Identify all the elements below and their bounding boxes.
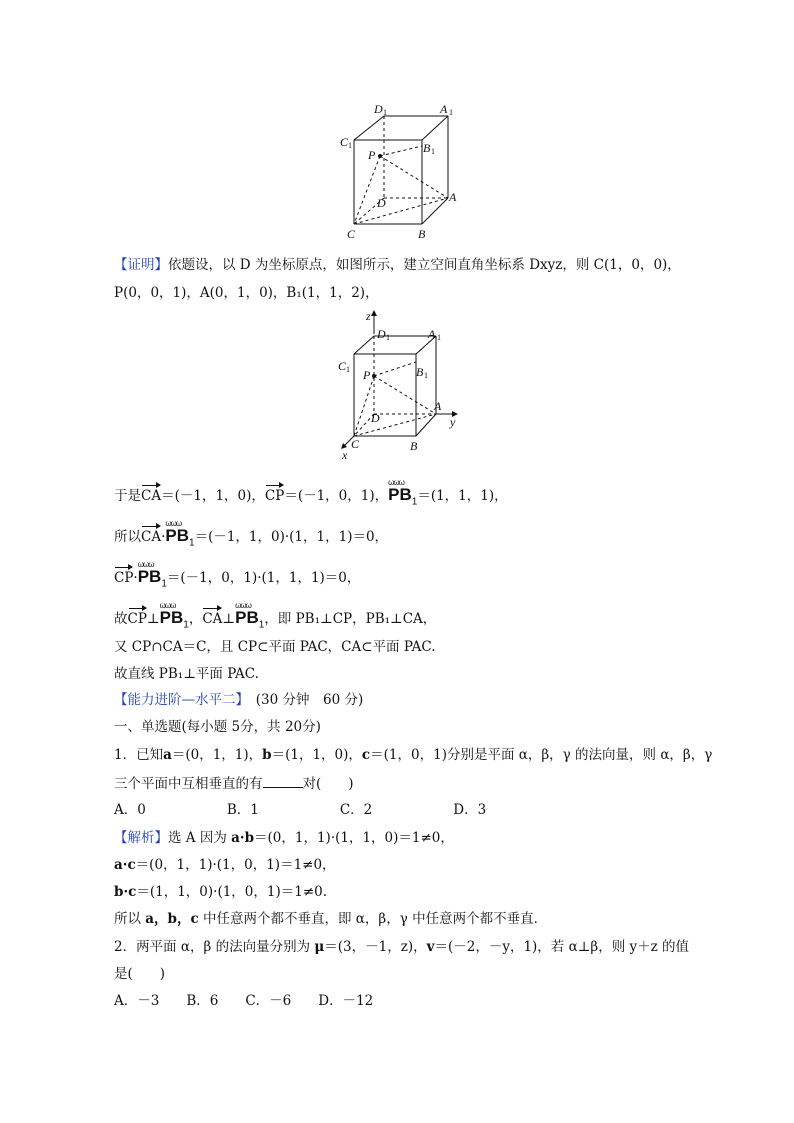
solution-line-4: 所以 a，b，c 中任意两个都不垂直，即 α，β，γ 中任意两个都不垂直． [114, 911, 548, 927]
label-b: B [418, 227, 426, 241]
axis-y-label: y [450, 415, 456, 429]
vector-line-4: 故CP⊥ ωωω $PB_1$，CA⊥ ωωω $PB_1$，即 PB₁⊥CP，PB₁⊥CA， [114, 605, 436, 634]
label-c: C [347, 227, 356, 241]
vector-pb1: ωωω $PB_1$ [137, 560, 167, 590]
solution-tag: 【解析】 [114, 830, 168, 846]
label2-a: A [434, 399, 442, 413]
vector-pb1: ωωω $PB_1$ [388, 478, 418, 508]
svg-text:1: 1 [437, 333, 441, 342]
label2-b: B [410, 439, 418, 453]
proof-tag: 【证明】 [114, 257, 168, 273]
vector-ca: CA [141, 529, 162, 545]
question-2-line-2: 是( ) [114, 966, 166, 982]
label2-a1: A [428, 327, 436, 341]
svg-text:1: 1 [348, 141, 352, 150]
part-heading: 一、单选题(每小题 5分，共 20分) [114, 719, 321, 735]
solution-line-3: b·c＝(1，1，0)·(1，0，1)＝1≠0. [114, 884, 328, 900]
svg-text:1: 1 [383, 108, 387, 117]
text-yushi: 于是 [114, 488, 141, 504]
label2-d1: D [377, 327, 386, 341]
label2-p: P [363, 368, 371, 382]
question-2-line-1: 2．两平面 α，β 的法向量分别为 μ＝(3，－1，z)，v＝(－2，－y，1)，若 α⊥β，则 y＋z 的值 [114, 939, 690, 955]
text-line-6: 故直线 PB₁⊥平面 PAC. [114, 666, 259, 682]
label-a: A [449, 190, 457, 204]
solution-line-2: a·c＝(0，1，1)·(1，0，1)＝1≠0， [114, 857, 336, 873]
cube-figure-1 [330, 98, 470, 246]
label-p: P [368, 148, 376, 162]
vector-ca: CA [202, 611, 223, 627]
svg-text:1: 1 [449, 108, 453, 117]
vector-ca: CA [141, 488, 162, 504]
label2-c: C [351, 437, 360, 451]
cube-figure-2 [330, 306, 470, 462]
proof-text-2: P(0，0，1)，A(0，1，0)，B₁(1，1，2)， [114, 285, 379, 301]
svg-text:1: 1 [386, 333, 390, 342]
text-suoyi: 所以 [114, 529, 141, 545]
question-1-options: A．0 B．1 C．2 D．3 [114, 802, 487, 818]
label2-c1: C [338, 359, 347, 373]
label-d1: D [374, 102, 383, 116]
pb1-value: ＝(1，1，1)， [417, 488, 508, 504]
svg-text:1: 1 [431, 147, 435, 156]
answer-blank [263, 773, 303, 788]
cp-value: ＝(－1，0，1)， [284, 488, 389, 504]
text-line-5: 又 CP∩CA＝C，且 CP⊂平面 PAC，CA⊂平面 PAC. [114, 639, 436, 655]
vector-pb1: ωωω $PB_1$ [165, 519, 195, 549]
axis-z-label: z [366, 309, 371, 323]
vector-pb1: ωωω $PB_1$ [159, 601, 189, 631]
section-tag: 【能力进阶—水平二】 [114, 692, 243, 708]
proof-line-2 [114, 284, 379, 302]
label2-b1: B [416, 365, 424, 379]
dot-product-1: ＝(－1，1，0)·(1，1，1)＝0， [194, 529, 389, 545]
svg-text:1: 1 [424, 371, 428, 380]
vector-cp: CP [127, 611, 147, 627]
question-2-options: A．－3 B．6 C．－6 D．－12 [114, 993, 374, 1009]
vector-line-2: 所以CA· ωωω $PB_1=(-1$，1，0)·(1，1，1)＝0， [114, 523, 388, 552]
question-1-line-2: 三个平面中互相垂直的有 对( ) [114, 773, 354, 793]
label2-d: D [371, 411, 380, 425]
label-a1: A [440, 102, 448, 116]
perp-conclusion: ，即 PB₁⊥CP，PB₁⊥CA， [264, 611, 437, 627]
label-c1: C [340, 135, 349, 149]
solution-line-1: 【解析】选 A 因为 a·b＝(0，1，1)·(1，1，0)＝1≠0， [114, 830, 454, 846]
question-1-line-1: 1．已知a＝(0，1，1)，b＝(1，1，0)，c＝(1，0，1)分别是平面 α，β，γ 的法向量，则 α，β，γ [114, 747, 713, 763]
ca-value: ＝(－1，1，0)， [161, 488, 265, 504]
vector-cp: CP [264, 488, 285, 504]
label-d: D [377, 196, 386, 210]
vector-line-1 [114, 478, 508, 511]
section-time: (30 分钟 60 分) [242, 692, 364, 708]
vector-cp: CP [114, 570, 134, 586]
label-b1: B [423, 141, 431, 155]
vector-line-3: CP· ωωω $PB_1=(-1$，0，1)·(1，1，1)＝0， [114, 564, 360, 593]
vector-pb1: ωωω $PB_1$ [235, 601, 265, 631]
section-heading [114, 691, 363, 709]
axis-x-label: x [342, 448, 348, 462]
svg-text:1: 1 [346, 365, 350, 374]
dot-product-2: ＝(－1，0，1)·(1，1，1)＝0， [166, 570, 361, 586]
proof-text-1: 依题设，以 D 为坐标原点，如图所示，建立空间直角坐标系 Dxyz，则 C(1，0，0)， [168, 257, 681, 273]
text-gu: 故 [114, 611, 128, 627]
proof-line-1 [114, 256, 681, 274]
